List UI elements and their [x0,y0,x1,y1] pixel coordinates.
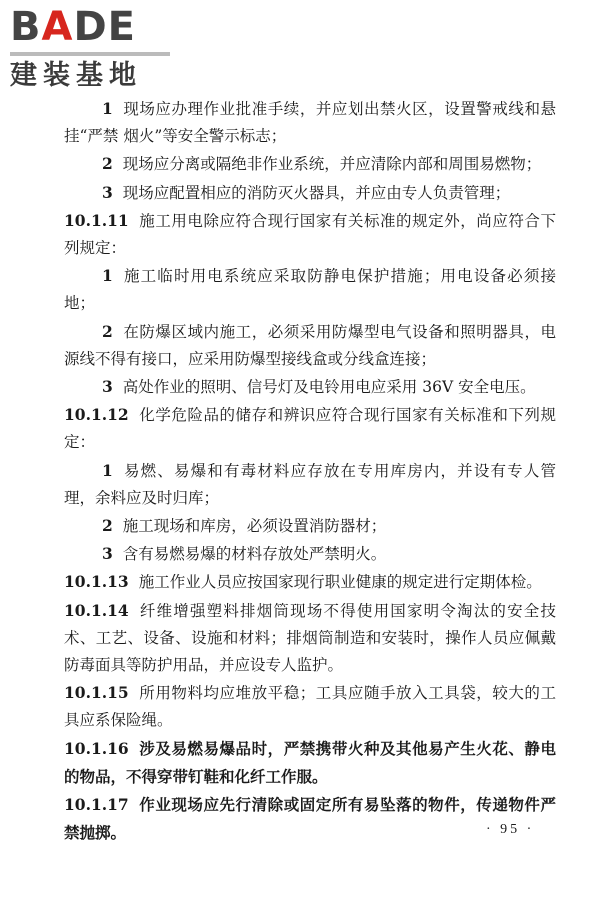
clause-number: 10.1.13 [64,572,129,592]
clause-paragraph [64,401,556,456]
clause-text: 所用物料均应堆放平稳；工具应随手放入工具袋，较大的工具应系保险绳。 [64,684,556,730]
clause-text: 现场应分离或隔绝非作业系统，并应清除内部和周围易燃物； [122,155,542,174]
clause-text: 化学危险品的储存和辨识应符合现行国家有关标准和下列规定： [64,406,556,452]
logo-wordmark: BADE [10,4,136,50]
clause-number: 10.1.14 [64,600,129,620]
clause-text: 施工临时用电系统应采取防静电保护措施；用电设备必须接地； [64,267,556,313]
clause-text: 含有易燃易爆的材料存放处严禁明火。 [122,545,387,564]
clause-subitem [64,457,556,512]
clause-number: 10.1.17 [64,795,129,815]
logo-tagline: 建装基地 [10,60,142,91]
clause-subitem [64,179,556,207]
clause-text: 施工作业人员应按国家现行职业健康的规定进行定期体检。 [138,573,542,592]
document-body [64,95,556,847]
clause-number: 1 [102,99,113,118]
clause-text: 现场应配置相应的消防灭火器具，并应由专人负责管理； [122,183,511,202]
page-number: · 95 · [486,822,535,837]
clause-number: 10.1.11 [64,210,129,230]
clause-subitem [64,95,556,150]
clause-subitem [64,262,556,317]
clause-number: 3 [102,182,113,202]
clause-text: 易燃、易爆和有毒材料应存放在专用库房内，并设有专人管理，余料应及时归库； [64,461,556,507]
clause-number: 1 [102,266,113,286]
clause-number: 1 [102,460,113,480]
clause-number: 2 [102,154,113,174]
clause-subitem [64,373,556,401]
clause-subitem [64,512,556,540]
clause-text: 涉及易燃易爆品时，严禁携带火种及其他易产生火花、静电的物品，不得穿带钉鞋和化纤工作服。 [64,738,556,786]
clause-number: 10.1.16 [64,738,129,758]
clause-subitem [64,150,556,178]
clause-text: 现场应办理作业批准手续，并应划出禁火区，设置警戒线和悬挂“严禁 烟火”等安全警示标志； [64,100,556,146]
logo-divider [10,52,170,56]
clause-text: 作业现场应先行清除或固定所有易坠落的物件，传递物件严禁抛掷。 [64,795,556,843]
clause-paragraph [64,207,556,262]
publisher-logo [10,4,175,92]
clause-subitem [64,318,556,373]
clause-subitem [64,540,556,568]
clause-paragraph [64,735,556,791]
clause-number: 2 [102,321,113,341]
clause-text: 施工用电除应符合现行国家有关标准的规定外，尚应符合下列规定： [64,211,556,258]
clause-number: 3 [102,544,113,564]
clause-text: 施工现场和库房，必须设置消防器材； [122,517,387,536]
clause-number: 3 [102,377,113,397]
clause-paragraph [64,568,556,596]
clause-number: 10.1.15 [64,683,129,703]
clause-text: 高处作业的照明、信号灯及电铃用电应采用 36V 安全电压。 [122,378,536,397]
clause-text: 在防爆区域内施工，必须采用防爆型电气设备和照明器具，电源线不得有接口，应采用防爆型接线盒或分线盒连接； [64,322,556,368]
clause-paragraph [64,679,556,734]
clause-paragraph [64,791,556,847]
clause-number: 2 [102,516,113,536]
clause-paragraph [64,597,556,680]
clause-text: 纤维增强塑料排烟筒现场不得使用国家明令淘汰的安全技术、工艺、设备、设施和材料；排烟筒制造和安装时，操作人员应佩戴防毒面具等防护用品，并应设专人监护。 [64,601,556,675]
clause-number: 10.1.12 [64,405,129,425]
